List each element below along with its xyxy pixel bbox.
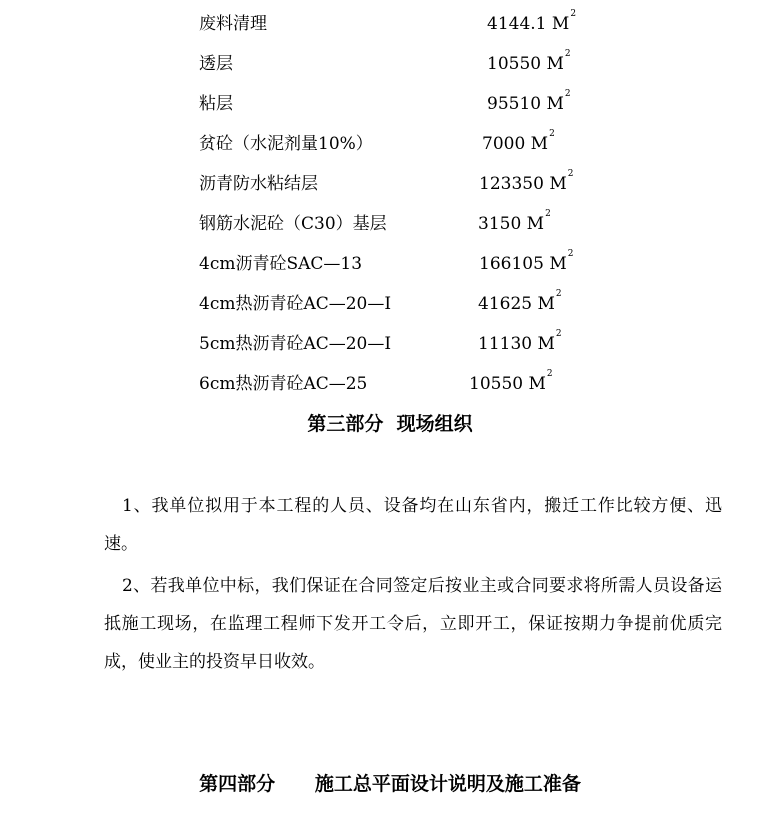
quantity-value-group: [479, 171, 573, 197]
quantity-name: 4cm热沥青砼AC—20—I: [199, 294, 392, 314]
quantity-value-group: [482, 131, 555, 157]
quantity-name: 4cm沥青砼SAC—13: [199, 254, 363, 274]
quantity-name: 透层: [199, 54, 233, 74]
quantity-row: [0, 291, 780, 317]
quantity-value: 10550: [487, 54, 542, 74]
quantity-value: 123350: [479, 174, 544, 194]
quantity-value-group: [469, 371, 553, 397]
quantity-row: [0, 11, 780, 37]
quantity-row: [0, 211, 780, 237]
quantity-value-group: [478, 211, 551, 237]
quantity-unit: $M^2$: [551, 9, 577, 34]
quantity-value: 95510: [487, 94, 542, 114]
quantity-unit: $M^2$: [528, 369, 553, 394]
quantity-value: 41625: [478, 294, 533, 314]
quantity-value-group: [487, 91, 571, 117]
quantity-value: 4144.1: [487, 14, 547, 34]
quantity-unit: $M^2$: [546, 49, 571, 74]
section-4-title: 第四部分 施工总平面设计说明及施工准备: [199, 773, 581, 795]
quantity-unit: $M^2$: [537, 329, 562, 354]
quantity-unit: $M^2$: [546, 89, 571, 114]
quantity-value-group: [478, 291, 562, 317]
quantity-unit: $M^2$: [526, 209, 551, 234]
quantity-name: 废料清理: [199, 14, 267, 34]
quantity-value: 7000: [482, 134, 526, 154]
quantity-name: 5cm热沥青砼AC—20—I: [199, 334, 392, 354]
quantity-name: 贫砼（水泥剂量10%）: [199, 134, 373, 154]
section-3-paragraph-1: 1、我单位拟用于本工程的人员、设备均在山东省内，搬迁工作比较方便、迅速。: [104, 496, 722, 554]
section-3-title: 第三部分 现场组织: [307, 413, 473, 435]
quantity-row: [0, 371, 780, 397]
quantity-row: [0, 171, 780, 197]
quantity-value: 3150: [478, 214, 522, 234]
quantity-unit: $M^2$: [549, 249, 574, 274]
quantity-name: 钢筋水泥砼（C30）基层: [199, 214, 387, 234]
quantity-row: [0, 251, 780, 277]
quantity-name: 粘层: [199, 94, 233, 114]
section-3-paragraph-2: 2、若我单位中标，我们保证在合同签定后按业主或合同要求将所需人员设备运抵施工现场，在监理工程师下发开工令后，立即开工，保证按期力争提前优质完成，使业主的投资早日收效。: [104, 576, 722, 672]
quantity-row: [0, 331, 780, 357]
quantity-value-group: [478, 331, 562, 357]
quantity-row: [0, 51, 780, 77]
quantity-value-group: [487, 11, 576, 37]
quantity-unit: $M^2$: [530, 129, 555, 154]
quantity-value-group: [487, 51, 571, 77]
quantity-value: 166105: [479, 254, 544, 274]
quantity-name: 沥青防水粘结层: [199, 174, 318, 194]
quantity-name: 6cm热沥青砼AC—25: [199, 374, 368, 394]
quantity-value-group: [479, 251, 573, 277]
quantity-value: 10550: [469, 374, 524, 394]
quantity-row: [0, 91, 780, 117]
quantity-unit: $M^2$: [549, 169, 574, 194]
quantity-row: [0, 131, 780, 157]
quantity-unit: $M^2$: [537, 289, 562, 314]
quantity-value: 11130: [478, 334, 533, 354]
